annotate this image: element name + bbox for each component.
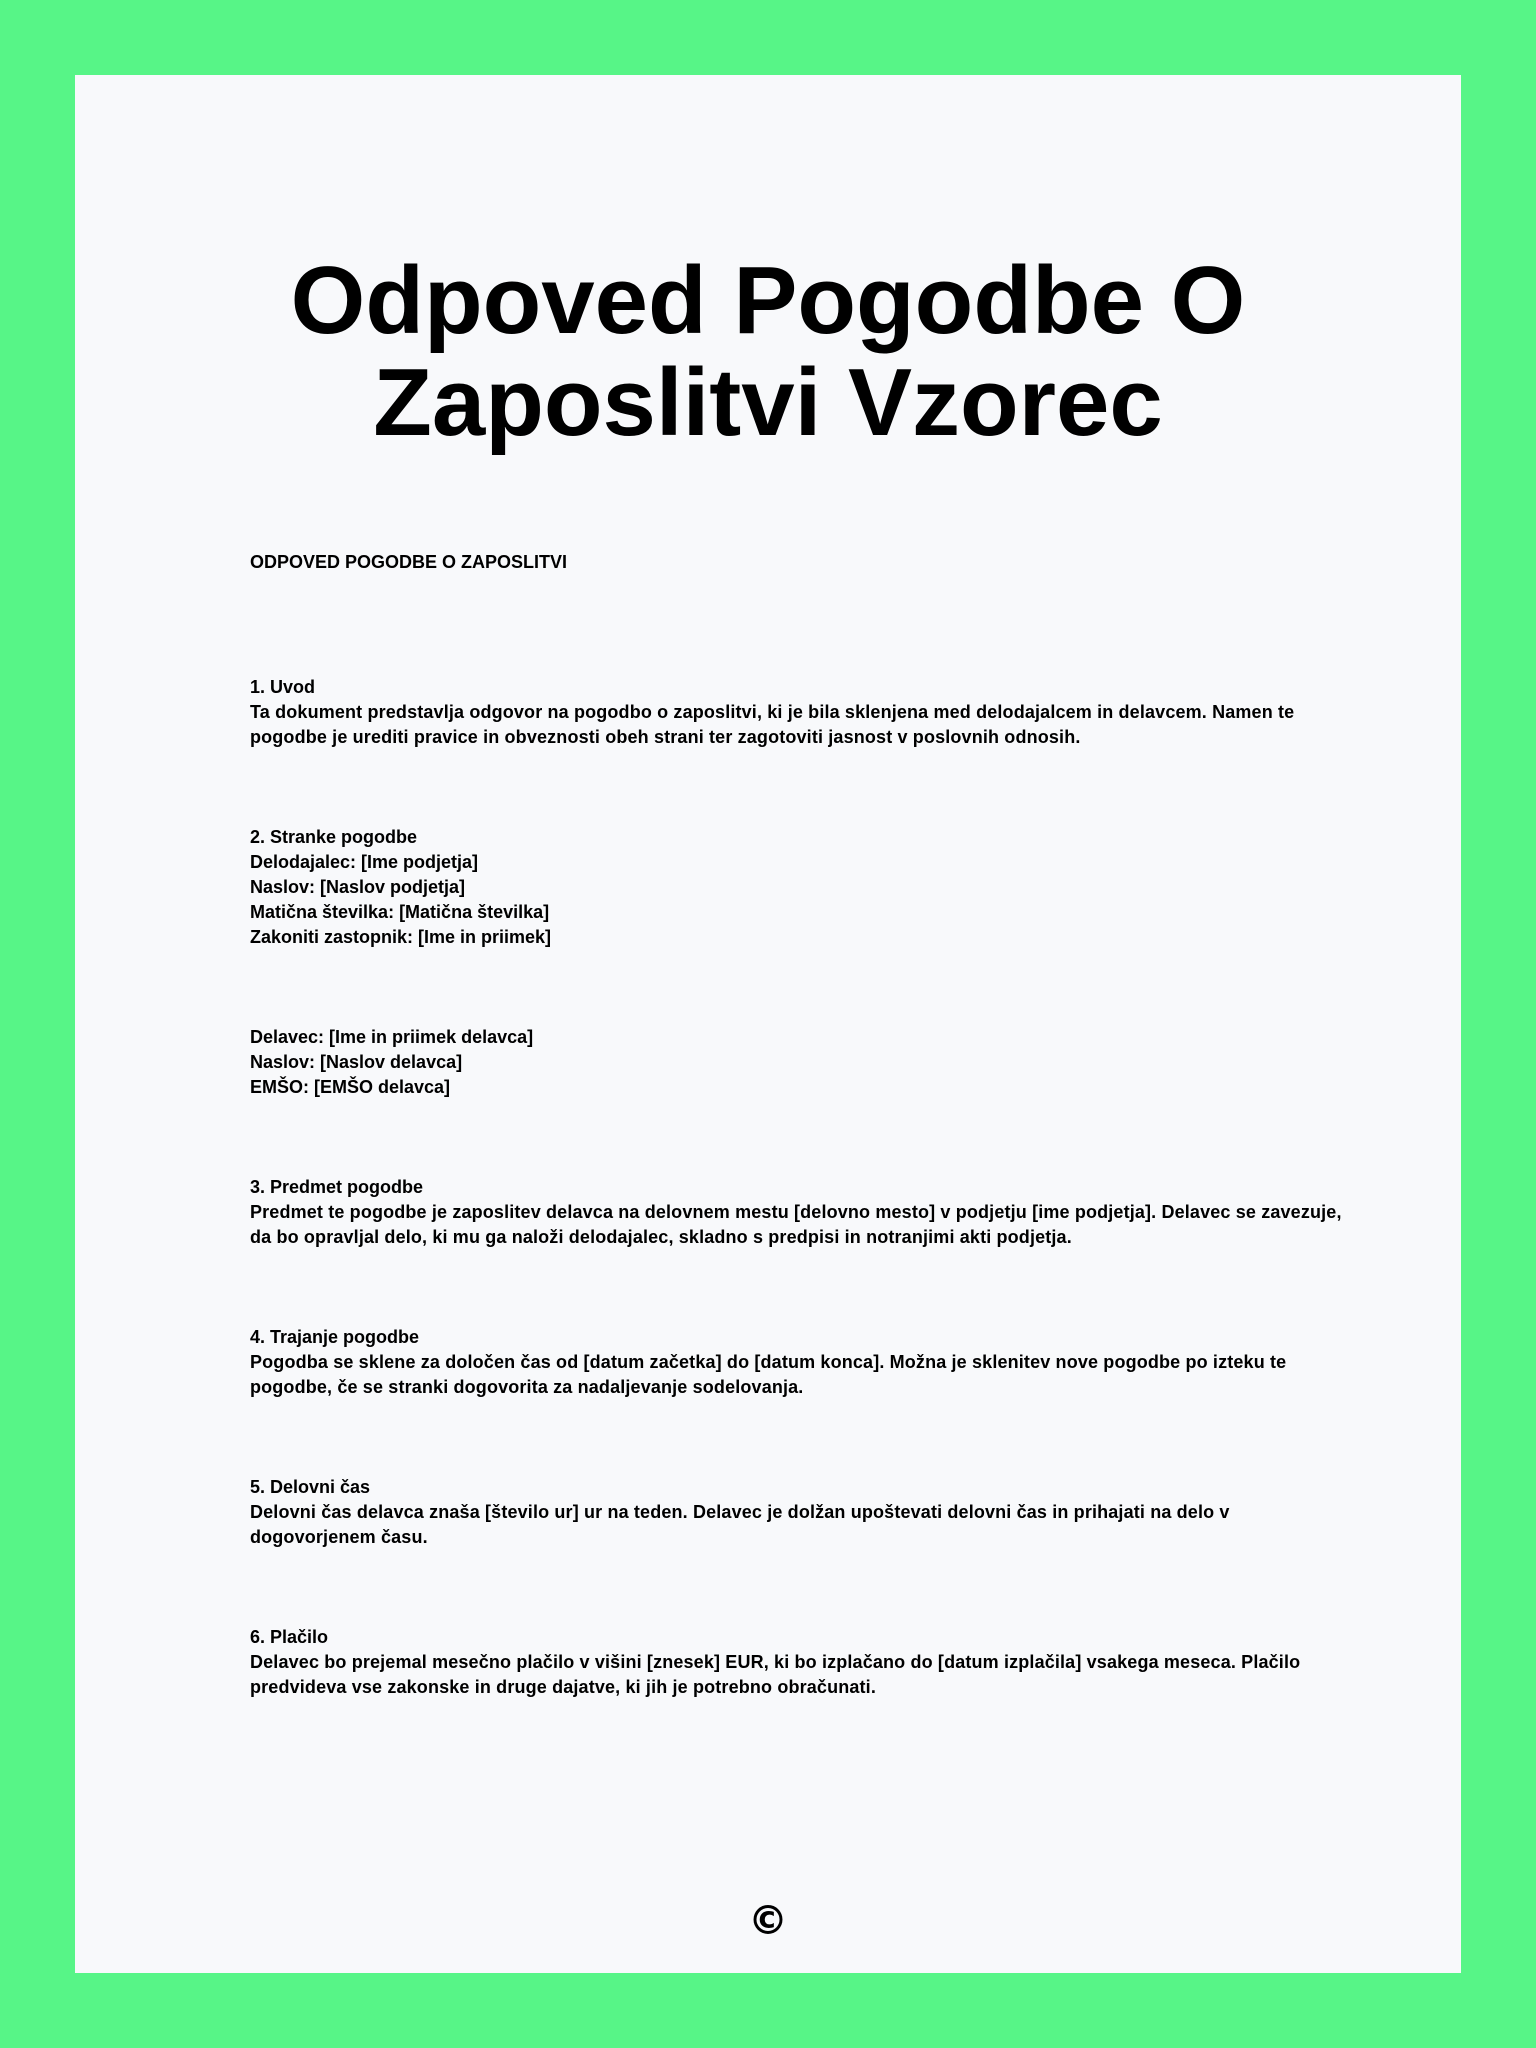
employee-line: Delavec: [Ime in priimek delavca] [250,1027,534,1047]
document-page [75,75,1461,1973]
section-trajanje [250,1325,1360,1400]
section-placilo [250,1625,1360,1700]
employer-line: Naslov: [Naslov podjetja] [250,877,466,897]
section-delovni-cas [250,1475,1360,1550]
section-text: Delovni čas delavca znaša [število ur] ur na teden. Delavec je dolžan upoštevati delovni čas in prihajati na delo v dogovorjenem času. [250,1502,1230,1547]
employee-line: EMŠO: [EMŠO delavca] [250,1077,451,1097]
document-heading: ODPOVED POGODBE O ZAPOSLITVI [250,552,568,572]
section-text: Delavec bo prejemal mesečno plačilo v višini [znesek] EUR, ki bo izplačano do [datum izplačila] vsakega meseca. Plačilo predvideva vse zakonske in druge dajatve, ki jih je potrebno obračunati. [250,1652,1301,1697]
page-title [75,247,1461,456]
employer-line: Matična številka: [Matična številka] [250,902,550,922]
section-delavec [250,1025,1360,1100]
document-body [250,550,1360,1700]
section-title: 2. Stranke pogodbe [250,827,418,847]
section-predmet [250,1175,1360,1250]
section-title: 1. Uvod [250,677,316,697]
title-line-1: Odpoved Pogodbe O [290,247,1246,354]
section-title: 5. Delovni čas [250,1477,371,1497]
section-uvod [250,675,1360,750]
section-title: 3. Predmet pogodbe [250,1177,424,1197]
section-stranke [250,825,1360,950]
title-line-2: Zaposlitvi Vzorec [373,349,1163,456]
employer-line: Delodajalec: [Ime podjetja] [250,852,479,872]
section-text: Ta dokument predstavlja odgovor na pogodbo o zaposlitvi, ki je bila sklenjena med delodajalcem in delavcem. Namen te pogodbe je urediti pravice in obveznosti obeh strani ter zagotoviti jasnost v poslovnih odnosih. [250,702,1295,747]
section-title: 6. Plačilo [250,1627,329,1647]
section-text: Predmet te pogodbe je zaposlitev delavca na delovnem mestu [delovno mesto] v podjetju [ime podjetja]. Delavec se zavezuje, da bo opravljal delo, ki mu ga naloži delodajalec, skladno s predpisi in notranjimi akti podjetja. [250,1202,1342,1247]
copyright-icon: © [748,1898,788,1944]
section-title: 4. Trajanje pogodbe [250,1327,420,1347]
section-text: Pogodba se sklene za določen čas od [datum začetka] do [datum konca]. Možna je sklenitev nove pogodbe po izteku te pogodbe, če se stranki dogovorita za nadaljevanje sodelovanja. [250,1352,1287,1397]
employee-line: Naslov: [Naslov delavca] [250,1052,463,1072]
employer-line: Zakoniti zastopnik: [Ime in priimek] [250,927,552,947]
